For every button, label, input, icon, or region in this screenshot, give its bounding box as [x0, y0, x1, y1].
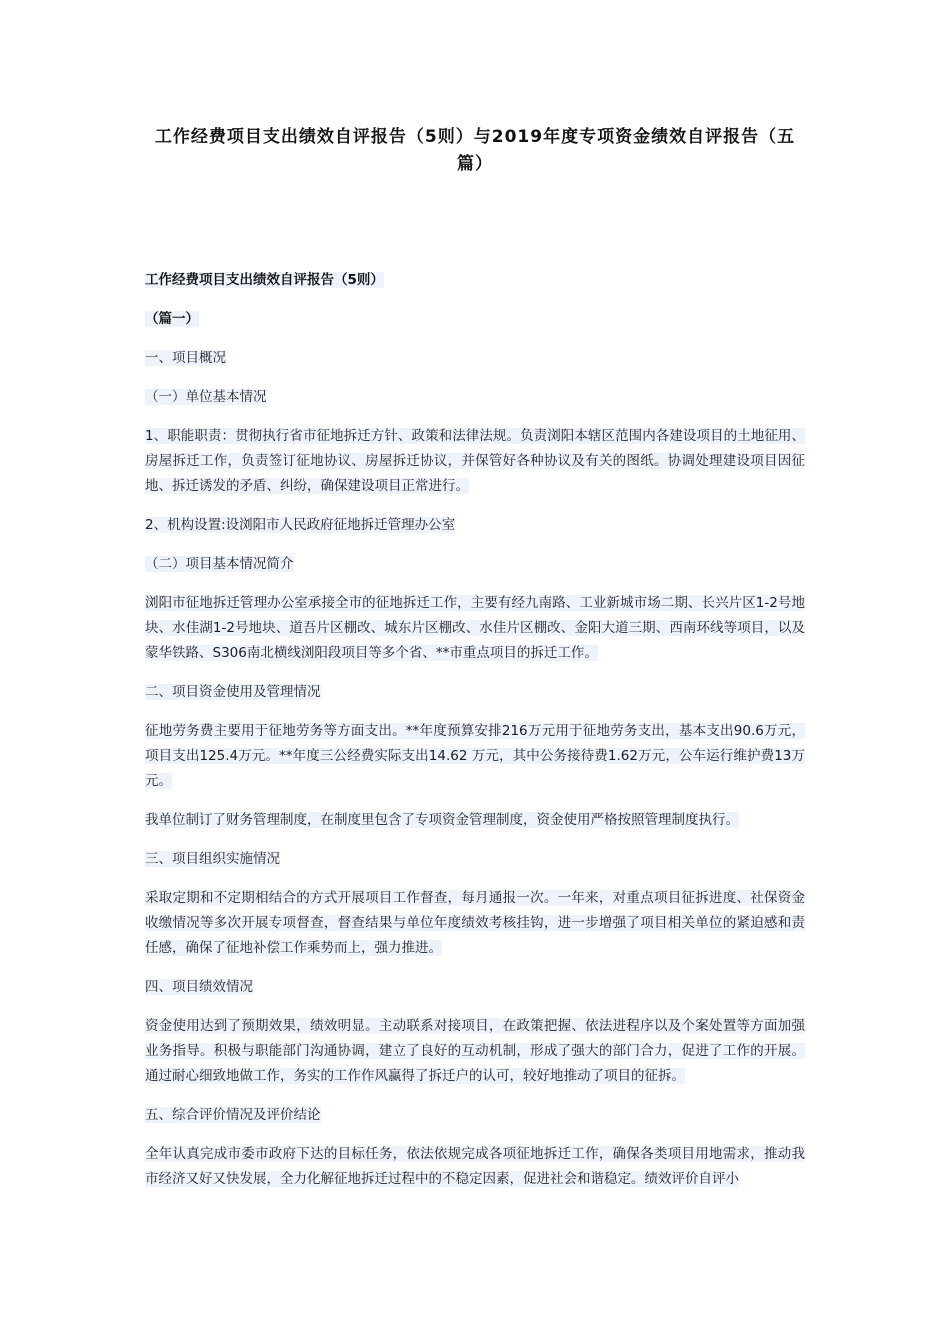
paragraph — [145, 346, 805, 371]
paragraph-text: 二、项目资金使用及管理情况 — [145, 684, 321, 700]
document-title: 工作经费项目支出绩效自评报告（5则）与2019年度专项资金绩效自评报告（五篇） — [154, 127, 796, 174]
paragraph — [145, 886, 805, 961]
paragraph-text: 一、项目概况 — [145, 350, 226, 366]
paragraph-text: 1、职能职责：贯彻执行省市征地拆迁方针、政策和法律法规。负责浏阳本辖区范围内各建设项目的土地征用、房屋拆迁工作，负责签订征地协议、房屋拆迁协议，并保管好各种协议及有关的图纸。协调处理建设项目因征地、拆迁诱发的矛盾、纠纷，确保建设项目正常进行。 — [145, 428, 805, 494]
paragraph-text: 资金使用达到了预期效果，绩效明显。主动联系对接项目，在政策把握、依法进程序以及个案处置等方面加强业务指导。积极与职能部门沟通协调，建立了良好的互动机制，形成了强大的部门合力，促进了工作的开展。通过耐心细致地做工作，务实的工作作风赢得了拆迁户的认可，较好地推动了项目的征拆。 — [145, 1018, 805, 1084]
paragraph-text: 四、项目绩效情况 — [145, 979, 253, 995]
paragraph — [145, 975, 805, 1000]
paragraph-text: （篇一） — [145, 311, 199, 327]
paragraph — [145, 1014, 805, 1089]
paragraph — [145, 385, 805, 410]
paragraph-text: 我单位制订了财务管理制度，在制度里包含了专项资金管理制度，资金使用严格按照管理制度执行。 — [145, 812, 739, 828]
paragraph — [145, 1103, 805, 1128]
paragraph-text: 工作经费项目支出绩效自评报告（5则） — [145, 272, 384, 288]
paragraph-text: （一）单位基本情况 — [145, 389, 267, 405]
paragraph-text: 浏阳市征地拆迁管理办公室承接全市的征地拆迁工作，主要有经九南路、工业新城市场二期、长兴片区1-2号地块、水佳湖1-2号地块、道吾片区棚改、城东片区棚改、水佳片区棚改、金阳大道三期、西南环线等项目，以及蒙华铁路、S306南北横线浏阳段项目等多个省、**市重点项目的拆迁工作。 — [145, 595, 805, 661]
paragraph-text: 征地劳务费主要用于征地劳务等方面支出。**年度预算安排216万元用于征地劳务支出，基本支出90.6万元，项目支出125.4万元。**年度三公经费实际支出14.62 万元，其中公务接待费1.62万元，公车运行维护费13万元。 — [145, 723, 805, 789]
paragraph — [145, 424, 805, 499]
paragraph-text: 三、项目组织实施情况 — [145, 851, 280, 867]
section-heading — [145, 268, 805, 293]
paragraph — [145, 719, 805, 794]
paragraph-text: （二）项目基本情况简介 — [145, 556, 294, 572]
part-heading — [145, 307, 805, 332]
paragraph — [145, 847, 805, 872]
paragraph-text: 2、机构设置:设浏阳市人民政府征地拆迁管理办公室 — [145, 517, 456, 533]
paragraph — [145, 808, 805, 833]
paragraph-text: 全年认真完成市委市政府下达的目标任务，依法依规完成各项征地拆迁工作，确保各类项目用地需求，推动我市经济又好又快发展，全力化解征地拆迁过程中的不稳定因素，促进社会和谐稳定。绩效评价自评小 — [145, 1146, 805, 1187]
paragraph-text: 五、综合评价情况及评价结论 — [145, 1107, 321, 1123]
paragraph-text: 采取定期和不定期相结合的方式开展项目工作督查，每月通报一次。一年来，对重点项目征拆进度、社保资金收缴情况等多次开展专项督查，督查结果与单位年度绩效考核挂钩，进一步增强了项目相关单位的紧迫感和责任感，确保了征地补偿工作乘势而上，强力推进。 — [145, 890, 805, 956]
document-body — [145, 268, 805, 1206]
paragraph — [145, 552, 805, 577]
paragraph — [145, 513, 805, 538]
paragraph — [145, 1142, 805, 1192]
paragraph — [145, 591, 805, 666]
paragraph — [145, 680, 805, 705]
